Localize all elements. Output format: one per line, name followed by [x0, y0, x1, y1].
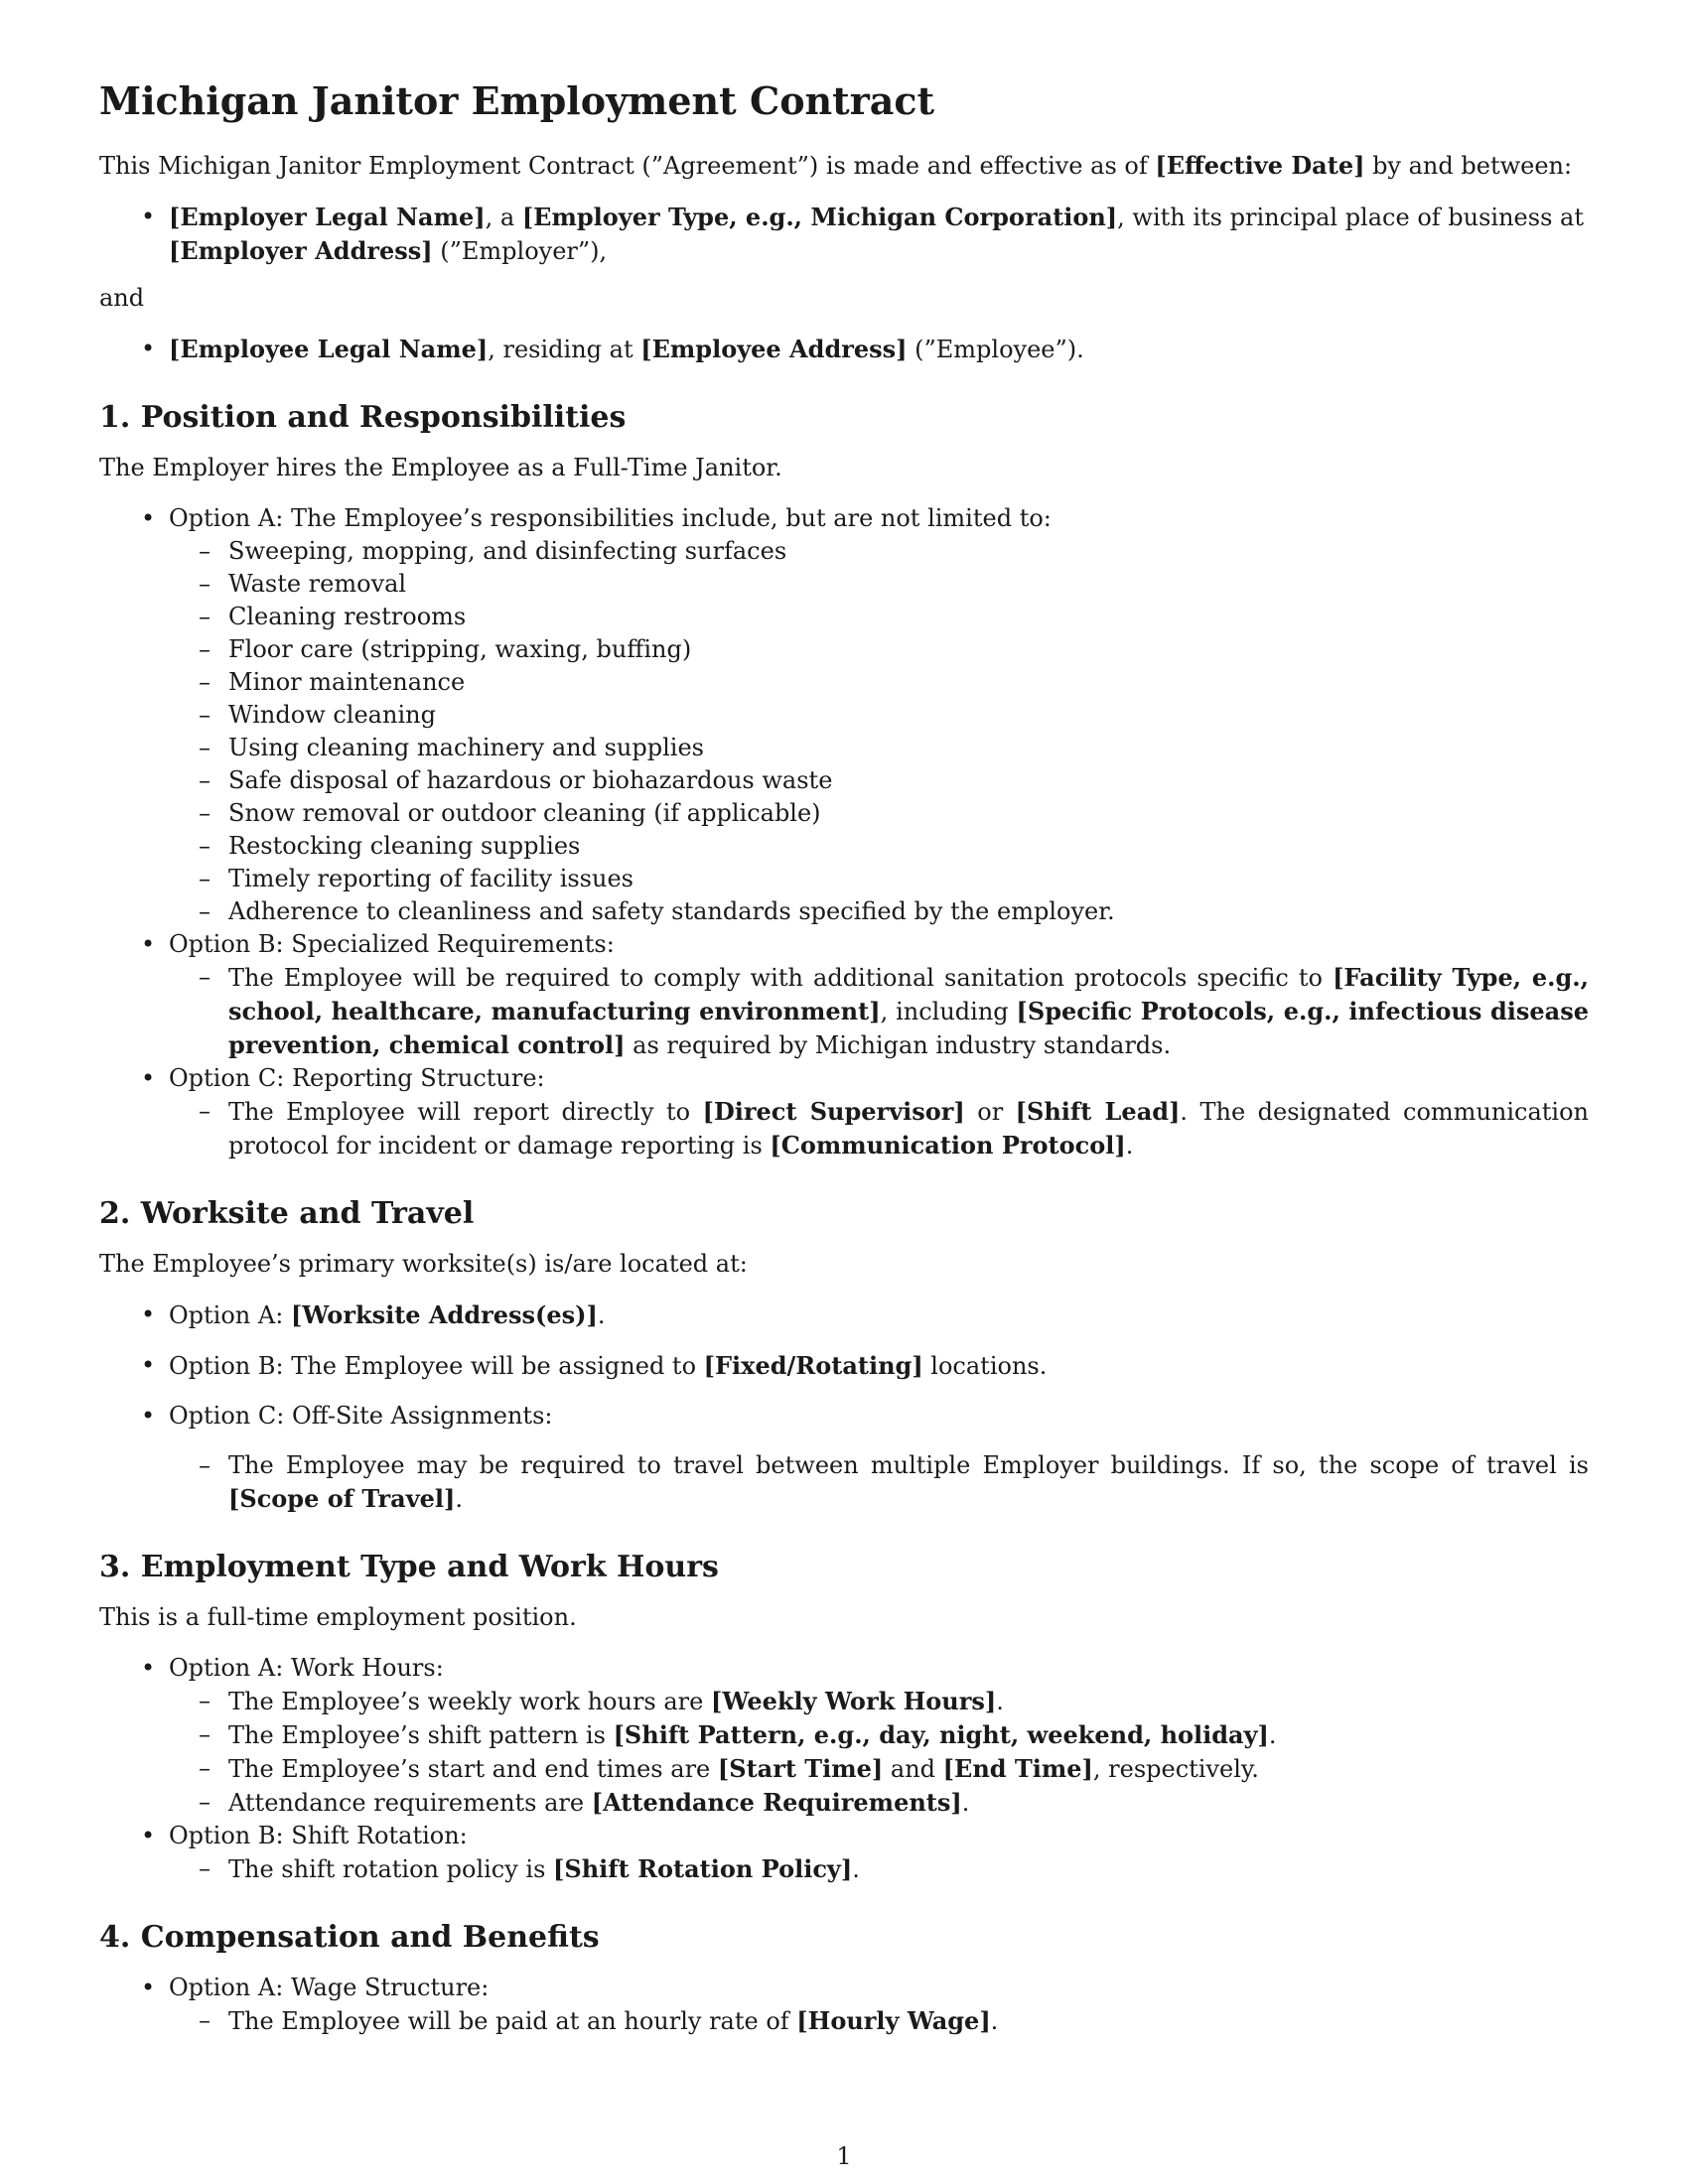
fixed-rotating-placeholder: [Fixed/Rotating] [703, 1350, 923, 1380]
section-4-option-a [169, 1972, 1589, 2038]
section-1-intro: The Employer hires the Employee as a Full-Time Janitor. [99, 453, 782, 481]
shift-rotation-item [228, 1852, 1589, 1886]
option-a-label: Option A: [169, 1300, 291, 1329]
page-number: 1 [836, 2142, 852, 2170]
document-title: Michigan Janitor Employment Contract [99, 78, 935, 123]
section-1-option-c [169, 1062, 1589, 1162]
option-c-sublist [169, 1095, 1589, 1162]
reporting-structure-item [228, 1095, 1589, 1162]
shift-pattern-item [228, 1718, 1589, 1752]
option-c-label: • Option C: Off-Site Assignments: [169, 1401, 553, 1430]
report-text-3: . The designated communication protocol for incident or damage reporting is [228, 1097, 1590, 1160]
section-1-option-b [169, 928, 1589, 1062]
times-text-3: , respectively. [1092, 1754, 1259, 1783]
duty-item: – Window cleaning [228, 699, 1589, 732]
shift-text: The Employee’s shift pattern is [228, 1720, 614, 1749]
option-a-label: Option A: The Employee’s responsibilities include, but are not limited to: [169, 503, 1052, 532]
start-time-placeholder: [Start Time] [717, 1753, 884, 1783]
scope-of-travel-placeholder: [Scope of Travel] [228, 1483, 456, 1513]
and-text: and [99, 283, 145, 312]
period: . [990, 2006, 999, 2035]
attendance-text: Attendance requirements are [228, 1788, 592, 1817]
option-c-sublist [169, 1449, 1589, 1516]
weekly-hours-placeholder: [Weekly Work Hours] [711, 1686, 997, 1715]
section-2-heading: 2. Worksite and Travel [99, 1195, 475, 1231]
section-2-option-a [169, 1298, 1589, 1332]
period: . [996, 1687, 1004, 1715]
duty-item: – Snow removal or outdoor cleaning (if applicable) [228, 797, 1589, 830]
intro-text: This Michigan Janitor Employment Contract (”Agreement”) is made and effective as of [99, 151, 1156, 180]
shift-lead-placeholder: [Shift Lead] [1015, 1096, 1181, 1126]
option-b-text-2: locations. [922, 1351, 1048, 1380]
duty-item: – Sweeping, mopping, and disinfecting surfaces [228, 535, 1589, 568]
times-text-2: and [883, 1754, 943, 1783]
section-3-option-a [169, 1652, 1589, 1820]
weekly-text: The Employee’s weekly work hours are [228, 1687, 711, 1715]
document-page [99, 79, 1589, 2052]
hourly-wage-item [228, 2004, 1589, 2038]
duty-item: – Timely reporting of facility issues [228, 863, 1589, 895]
option-b-text: Option B: The Employee will be assigned to [169, 1351, 704, 1380]
section-4-heading: 4. Compensation and Benefits [99, 1919, 600, 1955]
shift-rotation-placeholder: [Shift Rotation Policy] [553, 1853, 853, 1883]
communication-protocol-placeholder: [Communication Protocol] [770, 1130, 1126, 1160]
option-b-label: Option B: Specialized Requirements: [169, 929, 615, 958]
section-2-option-c [169, 1400, 1589, 1516]
section-3-option-b [169, 1820, 1589, 1886]
section-4-options [99, 1972, 1589, 2038]
effective-date-placeholder: [Effective Date] [1155, 150, 1365, 180]
option-b-label: Option B: Shift Rotation: [169, 1821, 468, 1849]
direct-supervisor-placeholder: [Direct Supervisor] [702, 1096, 965, 1126]
intro-text-end: by and between: [1364, 151, 1573, 180]
specialized-requirements-item [228, 961, 1589, 1062]
section-2-option-b [169, 1349, 1589, 1383]
option-b-sublist [169, 961, 1589, 1062]
employee-name-placeholder: [Employee Legal Name] [169, 334, 489, 363]
wage-list [169, 2004, 1589, 2038]
end-time-placeholder: [End Time] [942, 1753, 1093, 1783]
worksite-address-placeholder: [Worksite Address(es)] [290, 1299, 598, 1329]
report-text-4: . [1125, 1131, 1134, 1160]
employer-party-list [99, 201, 1589, 268]
duty-item: – Floor care (stripping, waxing, buffing) [228, 633, 1589, 666]
employer-name-placeholder: [Employer Legal Name] [169, 202, 486, 231]
attendance-placeholder: [Attendance Requirements] [591, 1787, 962, 1817]
section-1-option-a [169, 502, 1589, 928]
rotation-text: The shift rotation policy is [228, 1854, 554, 1883]
employee-text: , residing at [488, 335, 641, 363]
hourly-wage-placeholder: [Hourly Wage] [796, 2005, 991, 2035]
duty-item: – Safe disposal of hazardous or biohazardous waste [228, 764, 1589, 797]
section-3-options [99, 1652, 1589, 1886]
section-3-heading: 3. Employment Type and Work Hours [99, 1549, 719, 1584]
spec-text-2: , including [880, 997, 1017, 1025]
duty-item: – Using cleaning machinery and supplies [228, 732, 1589, 764]
period: . [597, 1300, 606, 1329]
employer-type-placeholder: [Employer Type, e.g., Michigan Corporation] [521, 202, 1118, 231]
employee-text-2: (”Employee”). [907, 335, 1084, 363]
duty-item: – Cleaning restrooms [228, 601, 1589, 633]
employer-text: , a [485, 203, 522, 231]
section-1-options [99, 502, 1589, 1162]
period: . [455, 1484, 464, 1513]
shift-pattern-placeholder: [Shift Pattern, e.g., day, night, weekend, holiday] [613, 1719, 1269, 1749]
duty-item: – Waste removal [228, 568, 1589, 601]
employee-party-list [99, 333, 1589, 366]
work-hours-list [169, 1685, 1589, 1820]
duty-item: – Adherence to cleanliness and safety standards specified by the employer. [228, 895, 1589, 928]
employer-text-3: (”Employer”), [432, 236, 608, 265]
duty-item: – Minor maintenance [228, 666, 1589, 699]
section-2-options [99, 1298, 1589, 1516]
weekly-hours-item [228, 1685, 1589, 1718]
employee-party-item [169, 333, 1589, 366]
travel-item [228, 1449, 1589, 1516]
section-2-intro: The Employee’s primary worksite(s) is/are located at: [99, 1249, 748, 1278]
specific-protocols-placeholder: [Specific Protocols, e.g., infectious disease prevention, chemical control] [228, 996, 1590, 1059]
employee-address-placeholder: [Employee Address] [640, 334, 908, 363]
start-end-times-item [228, 1752, 1589, 1786]
section-1-heading: 1. Position and Responsibilities [99, 399, 627, 435]
section-3-intro: This is a full-time employment position. [99, 1602, 577, 1631]
duty-item: – Restocking cleaning supplies [228, 830, 1589, 863]
option-c-label: Option C: Reporting Structure: [169, 1063, 545, 1092]
facility-type-placeholder: [Facility Type, e.g., school, healthcare, manufacturing environment] [228, 962, 1590, 1025]
travel-text: The Employee may be required to travel between multiple Employer buildings. If so, the scope of travel is [228, 1450, 1589, 1479]
spec-text-3: as required by Michigan industry standards. [625, 1030, 1172, 1059]
option-a-label: Option A: Wage Structure: [169, 1973, 490, 2001]
wage-text: The Employee will be paid at an hourly rate of [228, 2006, 797, 2035]
period: . [852, 1854, 860, 1883]
shift-rotation-list [169, 1852, 1589, 1886]
duties-list [169, 535, 1589, 928]
employer-address-placeholder: [Employer Address] [169, 235, 433, 265]
intro-paragraph [99, 149, 1589, 183]
employer-party-item [169, 201, 1589, 268]
report-text-2: or [964, 1097, 1016, 1126]
employer-text-2: , with its principal place of business at [1117, 203, 1584, 231]
attendance-item [228, 1786, 1589, 1820]
spec-text: The Employee will be required to comply with additional sanitation protocols specific to [228, 963, 1334, 992]
report-text: The Employee will report directly to [228, 1097, 703, 1126]
times-text: The Employee’s start and end times are [228, 1754, 718, 1783]
period: . [1268, 1720, 1277, 1749]
option-a-label: Option A: Work Hours: [169, 1653, 444, 1682]
period: . [961, 1788, 970, 1817]
